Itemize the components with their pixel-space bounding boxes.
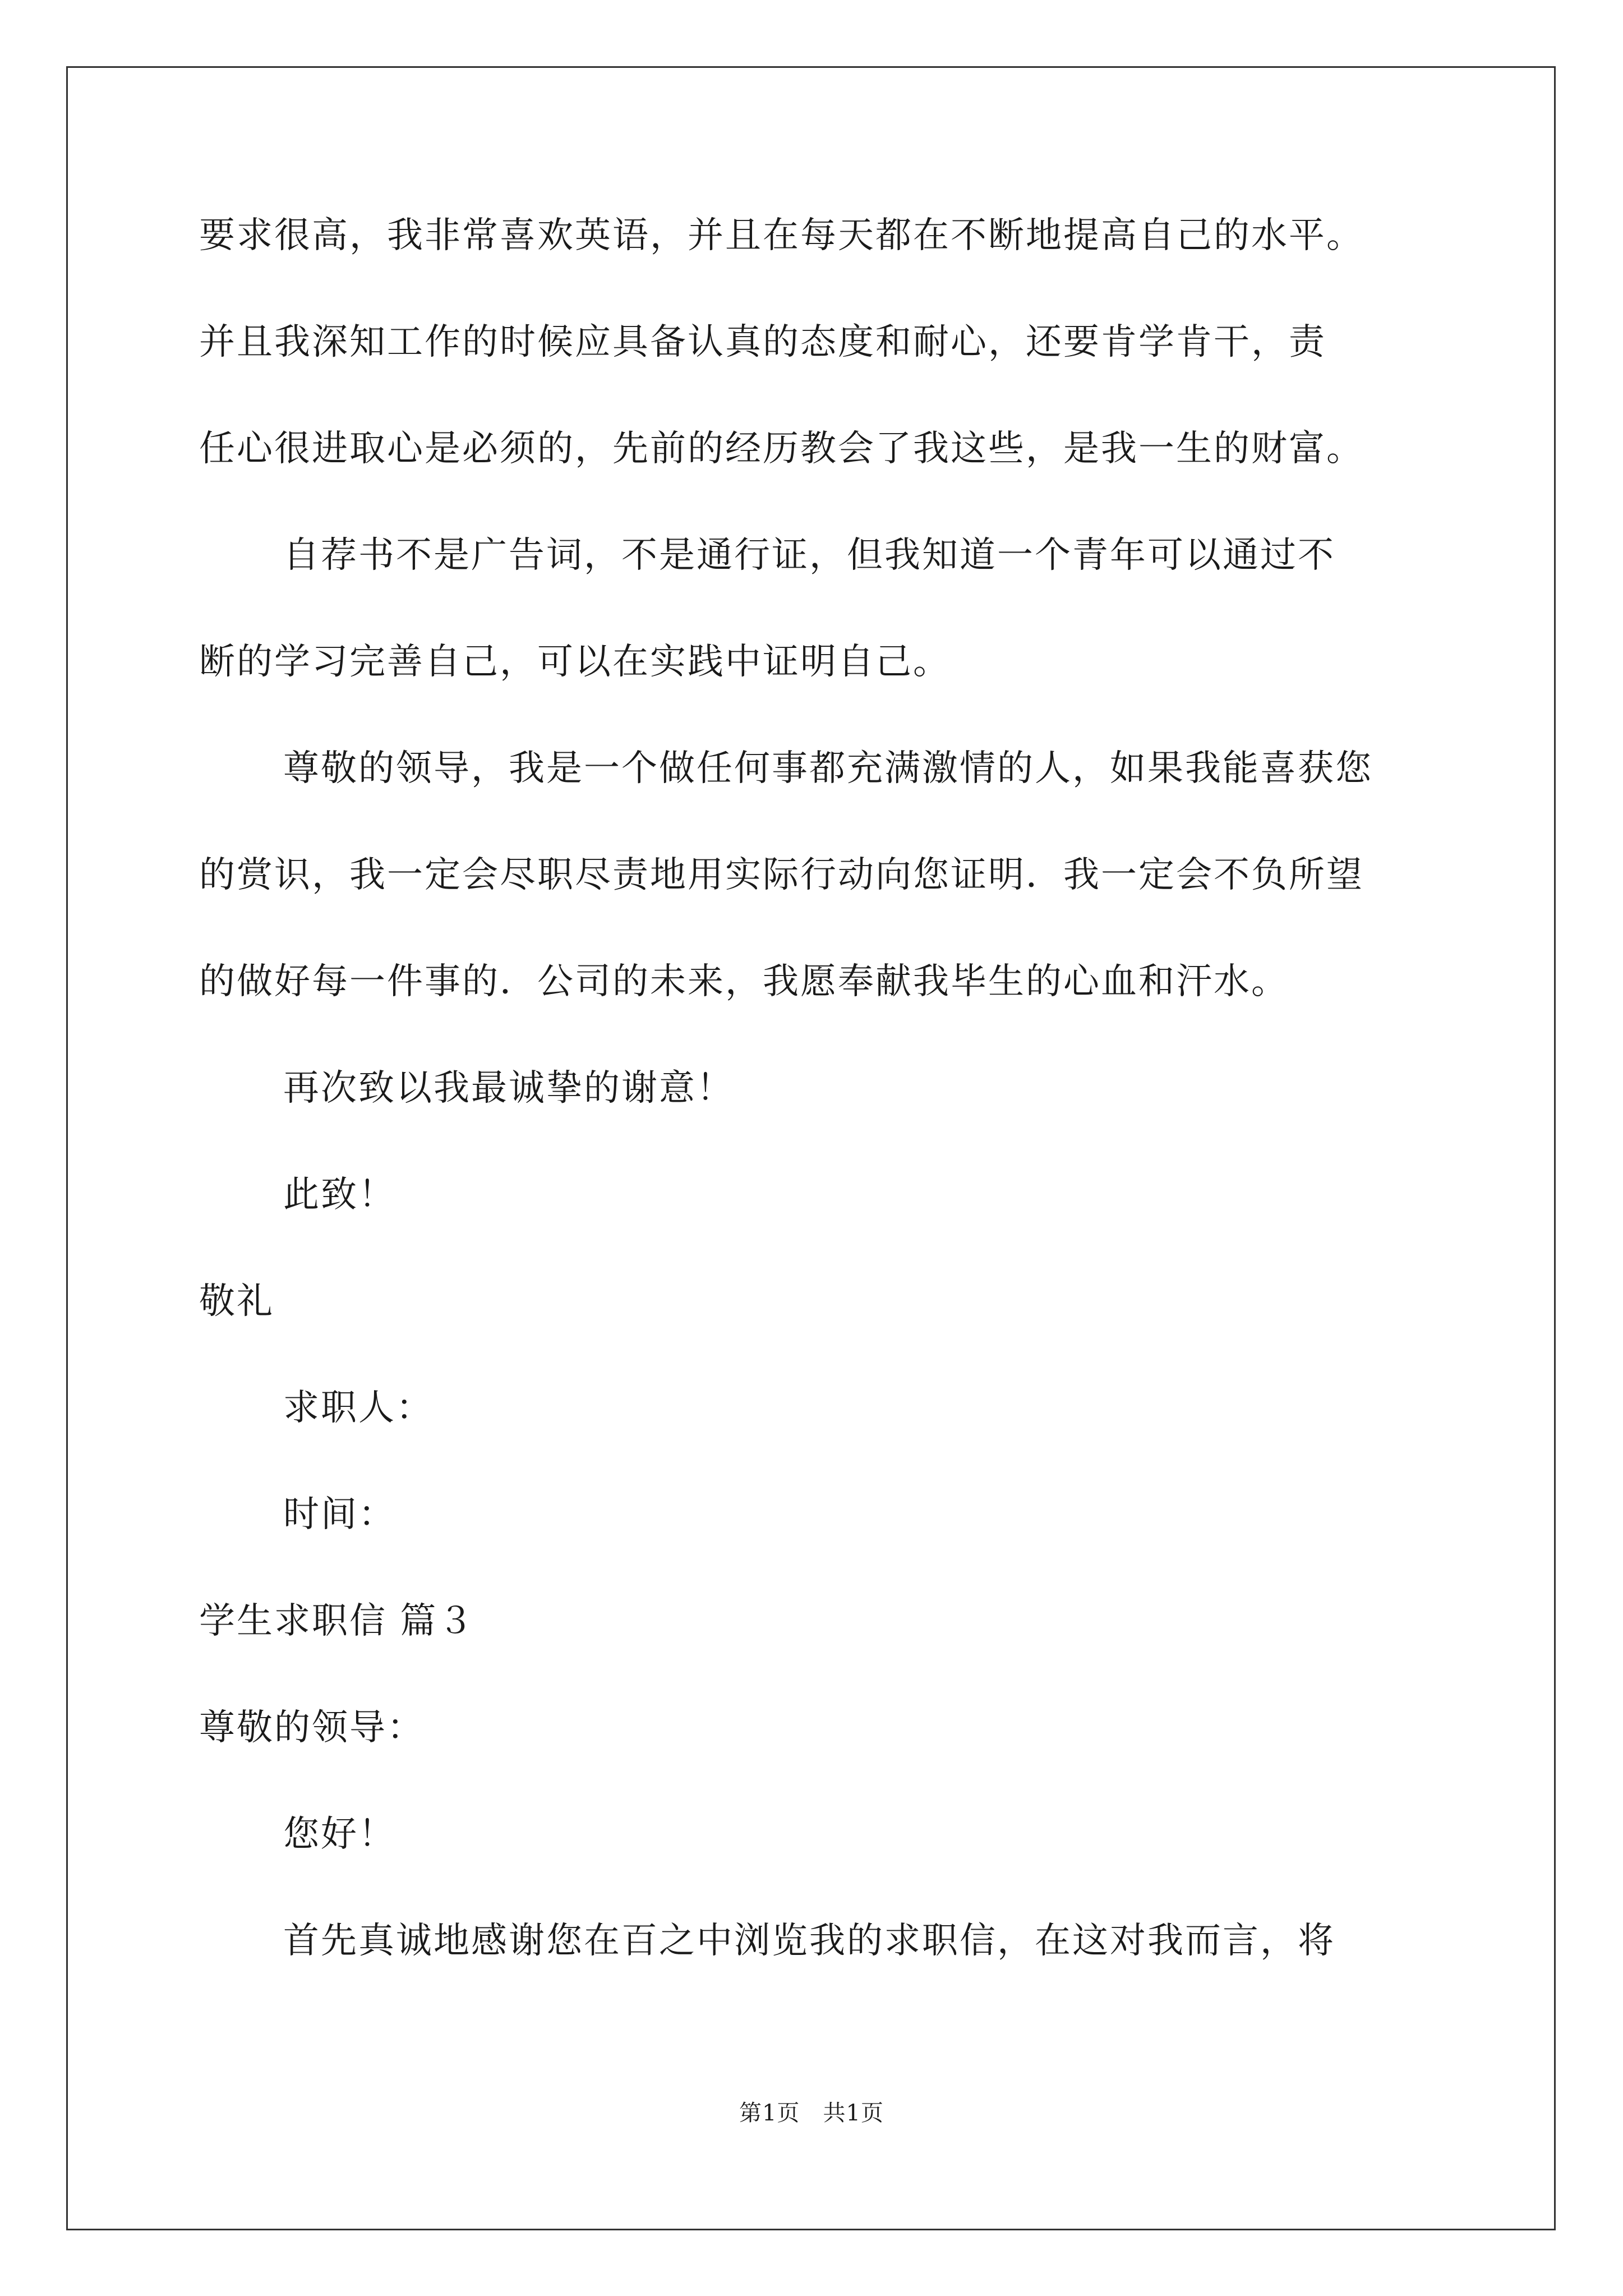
- body-line-7: 的赏识，我一定会尽职尽责地用实际行动向您证明．我一定会不负所望: [199, 854, 1364, 896]
- body-line-8: 的做好每一件事的．公司的未来，我愿奉献我毕生的心血和汗水。: [199, 961, 1289, 1002]
- hello-line: 您好！: [283, 1814, 396, 1855]
- body-line-4: 自荐书不是广告词，不是通行证，但我知道一个青年可以通过不: [283, 535, 1335, 576]
- section-heading: 学生求职信 篇３: [199, 1600, 476, 1642]
- body-line-6: 尊敬的领导，我是一个做任何事都充满激情的人，如果我能喜获您: [283, 748, 1373, 789]
- applicant-label: 求职人：: [283, 1387, 434, 1429]
- page-border: [66, 66, 1556, 2230]
- body-line-3: 任心很进取心是必须的，先前的经历教会了我这些，是我一生的财富。: [199, 428, 1364, 470]
- date-label: 时间：: [283, 1494, 396, 1535]
- thanks-line: 再次致以我最诚挚的谢意！: [283, 1068, 734, 1109]
- page-footer: 第1页 共1页: [739, 2100, 884, 2126]
- body-line-5: 断的学习完善自己，可以在实践中证明自己。: [199, 641, 951, 683]
- closing-line: 此致！: [283, 1174, 396, 1216]
- body-line-1: 要求很高，我非常喜欢英语，并且在每天都在不断地提高自己的水平。: [199, 215, 1364, 256]
- salute-line: 敬礼: [199, 1281, 274, 1322]
- body-line-9: 首先真诚地感谢您在百之中浏览我的求职信，在这对我而言，将: [283, 1920, 1335, 1962]
- body-line-2: 并且我深知工作的时候应具备认真的态度和耐心，还要肯学肯干，责: [199, 321, 1326, 363]
- greeting-line: 尊敬的领导：: [199, 1707, 425, 1749]
